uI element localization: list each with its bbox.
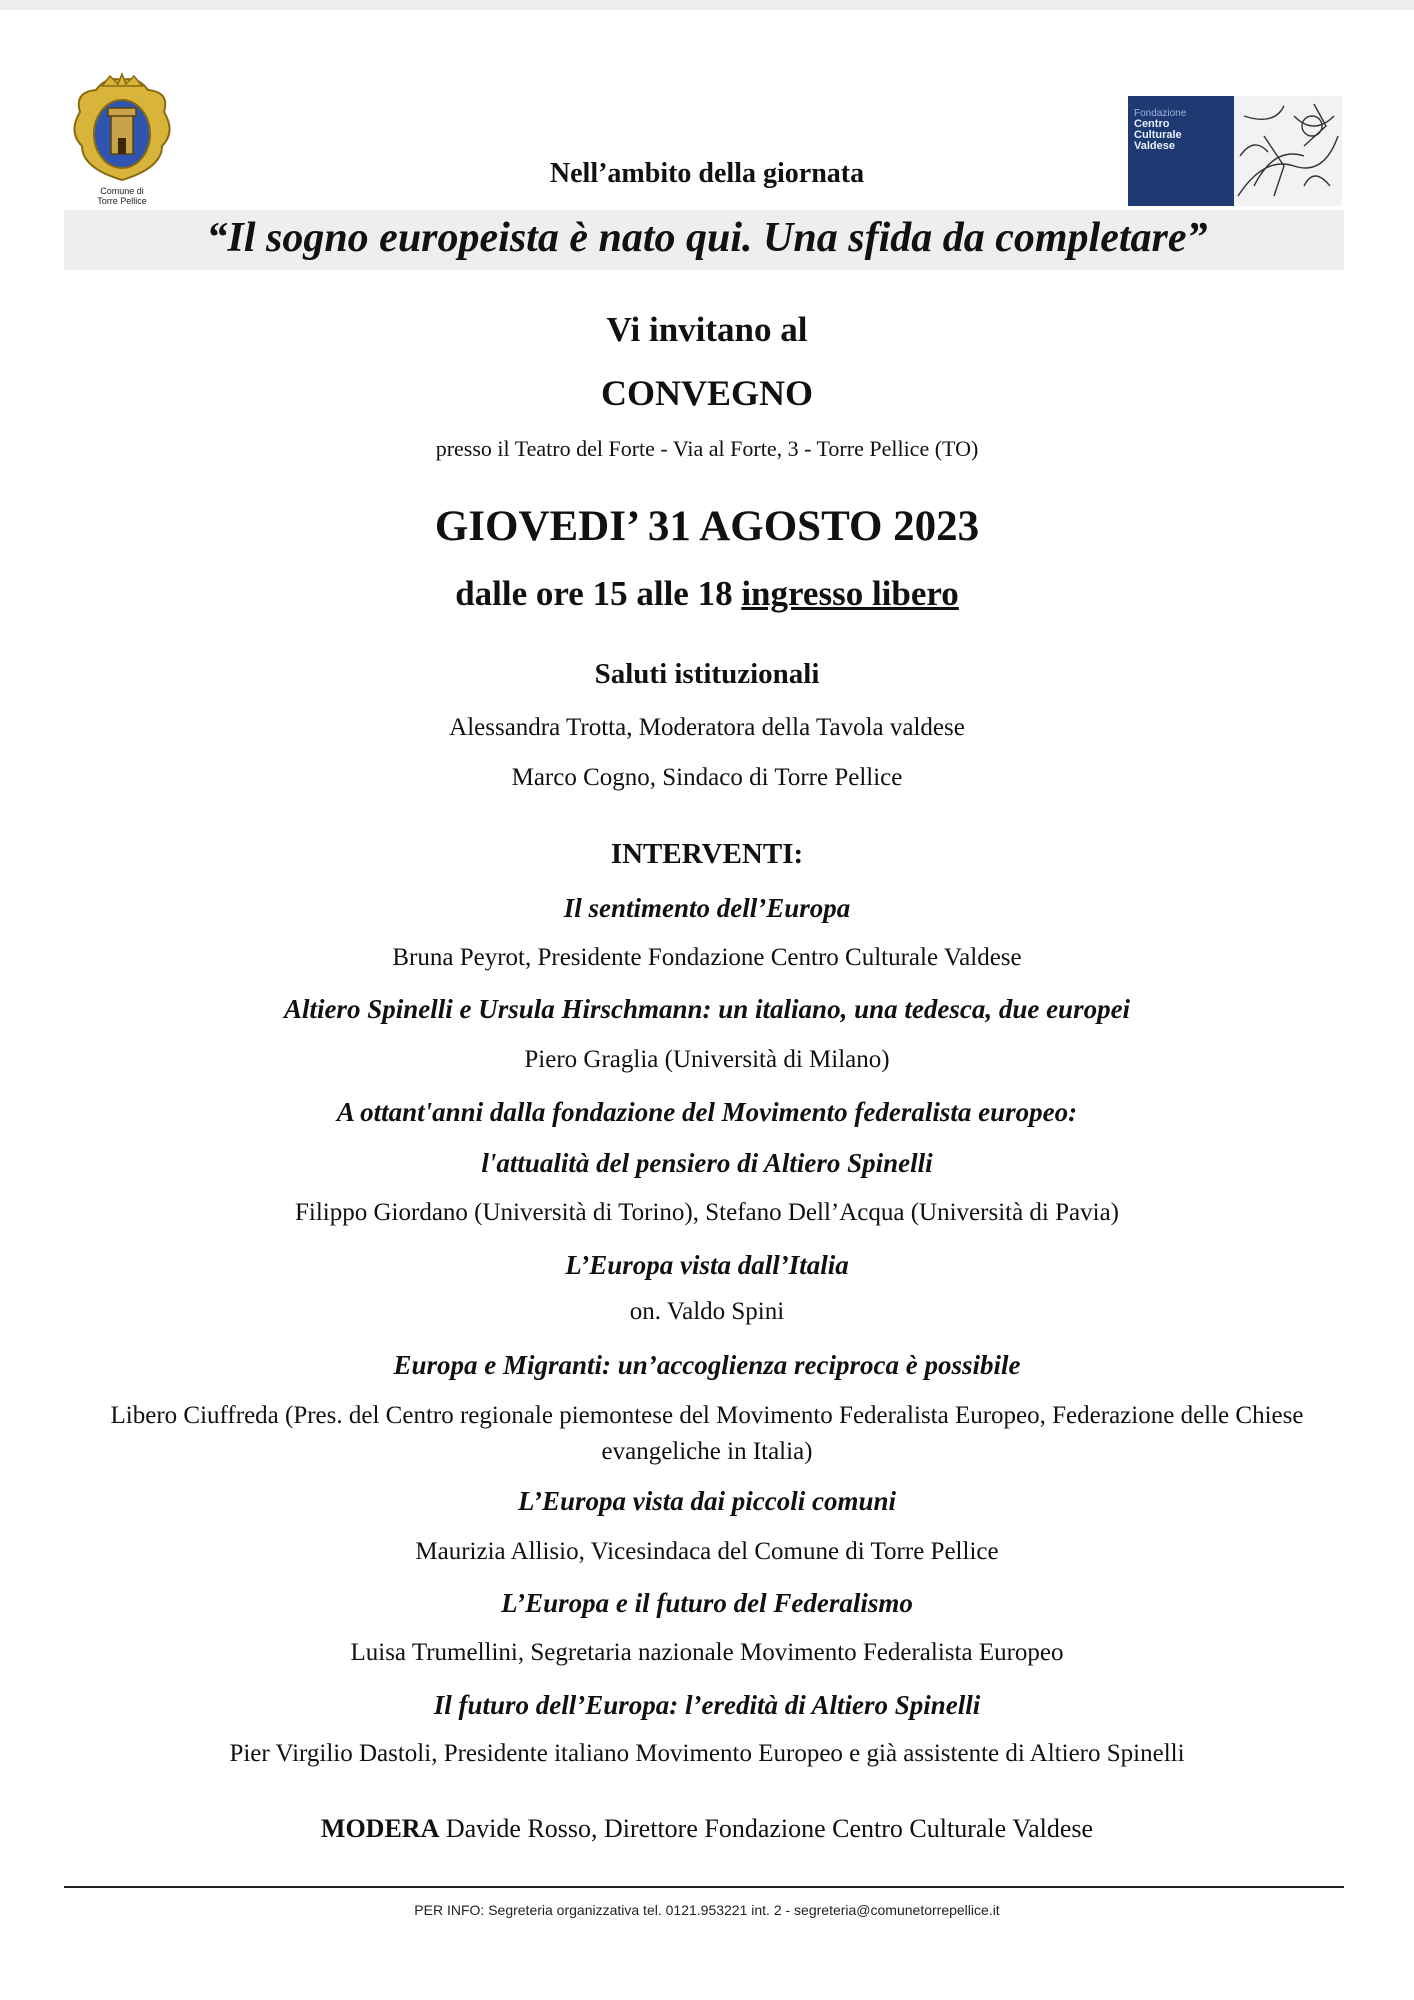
talk-title: Altiero Spinelli e Ursula Hirschmann: un italiano, una tedesca, due europei xyxy=(283,994,1131,1024)
talk-speaker: Libero Ciuffreda (Pres. del Centro regionale piemontese del Movimento Federalista Europeo, Federazione delle Chiese evangeliche in Italia) xyxy=(110,1402,1304,1465)
event-title: “Il sogno europeista è nato qui. Una sfida da completare” xyxy=(206,215,1208,261)
logo-fondazione-line3: Culturale xyxy=(1134,129,1182,141)
talk-speaker: on. Valdo Spini xyxy=(629,1298,785,1325)
talk-speaker: Luisa Trumellini, Segretaria nazionale Movimento Federalista Europeo xyxy=(350,1639,1064,1666)
talk-title: Europa e Migranti: un’accoglienza reciproca è possibile xyxy=(393,1350,1021,1380)
logo-fondazione-line4: Valdese xyxy=(1134,140,1175,152)
interventi-heading: INTERVENTI: xyxy=(610,838,804,870)
moderator xyxy=(0,1814,1414,1844)
event-date: GIOVEDI’ 31 AGOSTO 2023 xyxy=(434,503,980,550)
saluti-heading: Saluti istituzionali xyxy=(594,658,820,690)
talk-title: Il sentimento dell’Europa xyxy=(563,893,851,923)
footer-divider xyxy=(64,1886,1344,1888)
event-context: Nell’ambito della giornata xyxy=(549,158,865,189)
talk-speaker: Piero Graglia (Università di Milano) xyxy=(524,1046,890,1073)
logo-comune xyxy=(66,72,178,212)
convegno-heading: CONVEGNO xyxy=(600,373,813,413)
talk-title: L’Europa vista dai piccoli comuni xyxy=(517,1486,896,1516)
talk-title: L’Europa e il futuro del Federalismo xyxy=(501,1588,913,1618)
logo-caption-line2: Torre Pellice xyxy=(97,196,147,206)
invitation-line: Vi invitano al xyxy=(606,310,808,349)
logo-fondazione-line2: Centro xyxy=(1134,118,1170,130)
saluti-person: Marco Cogno, Sindaco di Torre Pellice xyxy=(511,764,903,791)
talk-title: A ottant'anni dalla fondazione del Movimento federalista europeo: xyxy=(336,1097,1078,1127)
moderator-label: MODERA xyxy=(320,1814,440,1843)
talk-speaker: Maurizia Allisio, Vicesindaca del Comune di Torre Pellice xyxy=(415,1538,999,1565)
talk-title: L’Europa vista dall’Italia xyxy=(565,1250,849,1280)
logo-fondazione-line1: Fondazione xyxy=(1134,108,1187,119)
event-hours: dalle ore 15 alle 18 xyxy=(455,574,742,613)
talk-speaker: Filippo Giordano (Università di Torino), Stefano Dell’Acqua (Università di Pavia) xyxy=(295,1199,1119,1226)
venue: presso il Teatro del Forte - Via al Forte, 3 - Torre Pellice (TO) xyxy=(435,436,979,461)
saluti-person: Alessandra Trotta, Moderatora della Tavola valdese xyxy=(449,714,965,741)
talk-speaker: Bruna Peyrot, Presidente Fondazione Centro Culturale Valdese xyxy=(392,944,1022,971)
talk-title: Il futuro dell’Europa: l’eredità di Altiero Spinelli xyxy=(433,1690,981,1720)
logo-caption-line1: Comune di xyxy=(100,186,144,196)
footer-info: PER INFO: Segreteria organizzativa tel. 0121.953221 int. 2 - segreteria@comunetorrepellice.it xyxy=(414,1902,1000,1918)
free-entry: ingresso libero xyxy=(741,574,959,613)
talk-speaker: Pier Virgilio Dastoli, Presidente italiano Movimento Europeo e già assistente di Altiero Spinelli xyxy=(229,1740,1185,1767)
event-time xyxy=(0,574,1414,614)
moderator-name: Davide Rosso, Direttore Fondazione Centro Culturale Valdese xyxy=(439,1814,1094,1843)
talk-title-line2: l'attualità del pensiero di Altiero Spinelli xyxy=(481,1148,933,1178)
